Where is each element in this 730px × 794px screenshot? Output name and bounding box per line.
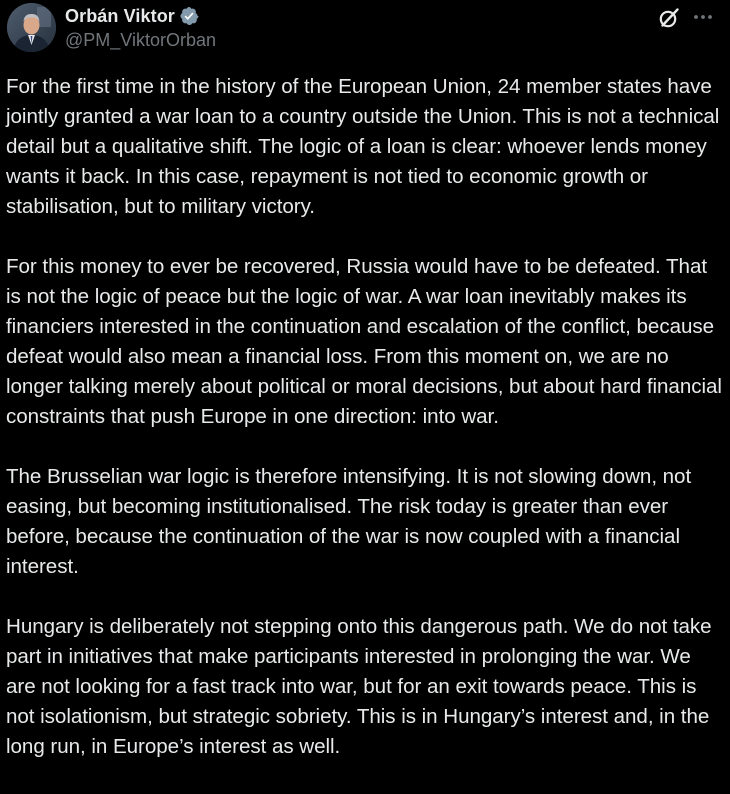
post-paragraph: For this money to ever be recovered, Russia would have to be defeated. That is not the logic of peace but the logic of war. A war loan inevitably makes its financiers interested in the continuation and escalation of the conflict, because defeat would also mean a financial loss. From this moment on, we are no longer talking merely about political or moral decisions, but about hard financial constraints that push Europe in one direction: into war.	[6, 255, 722, 428]
post-paragraph: Hungary is deliberately not stepping onto this dangerous path. We do not take part in initiatives that make participants interested in prolonging the war. We are not looking for a fast track into war, but for an exit towards peace. This is not isolationism, but strategic sobriety. This is in Hungary’s interest and, in the long run, in Europe’s interest as well.	[6, 615, 712, 758]
display-name-row	[65, 5, 216, 27]
post-header	[0, 0, 730, 62]
profile-photo-icon	[7, 3, 56, 52]
grok-icon[interactable]	[657, 6, 681, 30]
avatar[interactable]	[7, 3, 56, 52]
author-info	[65, 5, 216, 51]
post-paragraph: The Brusselian war logic is therefore intensifying. It is not slowing down, not easing, but becoming institutionalised. The risk today is greater than ever before, because the continuation of the war is now coupled with a financial interest.	[6, 465, 692, 578]
post-paragraph: For the first time in the history of the European Union, 24 member states have jointly granted a war loan to a country outside the Union. This is not a technical detail but a qualitative shift. The logic of a loan is clear: whoever lends money wants it back. In this case, repayment is not tied to economic growth or stabilisation, but to military victory.	[6, 75, 720, 218]
more-horizontal-icon[interactable]	[690, 5, 716, 29]
author-handle[interactable]: @PM_ViktorOrban	[65, 30, 216, 50]
verified-badge-icon[interactable]	[179, 6, 199, 26]
post-body	[6, 72, 724, 762]
display-name[interactable]: Orbán Viktor	[65, 5, 175, 26]
